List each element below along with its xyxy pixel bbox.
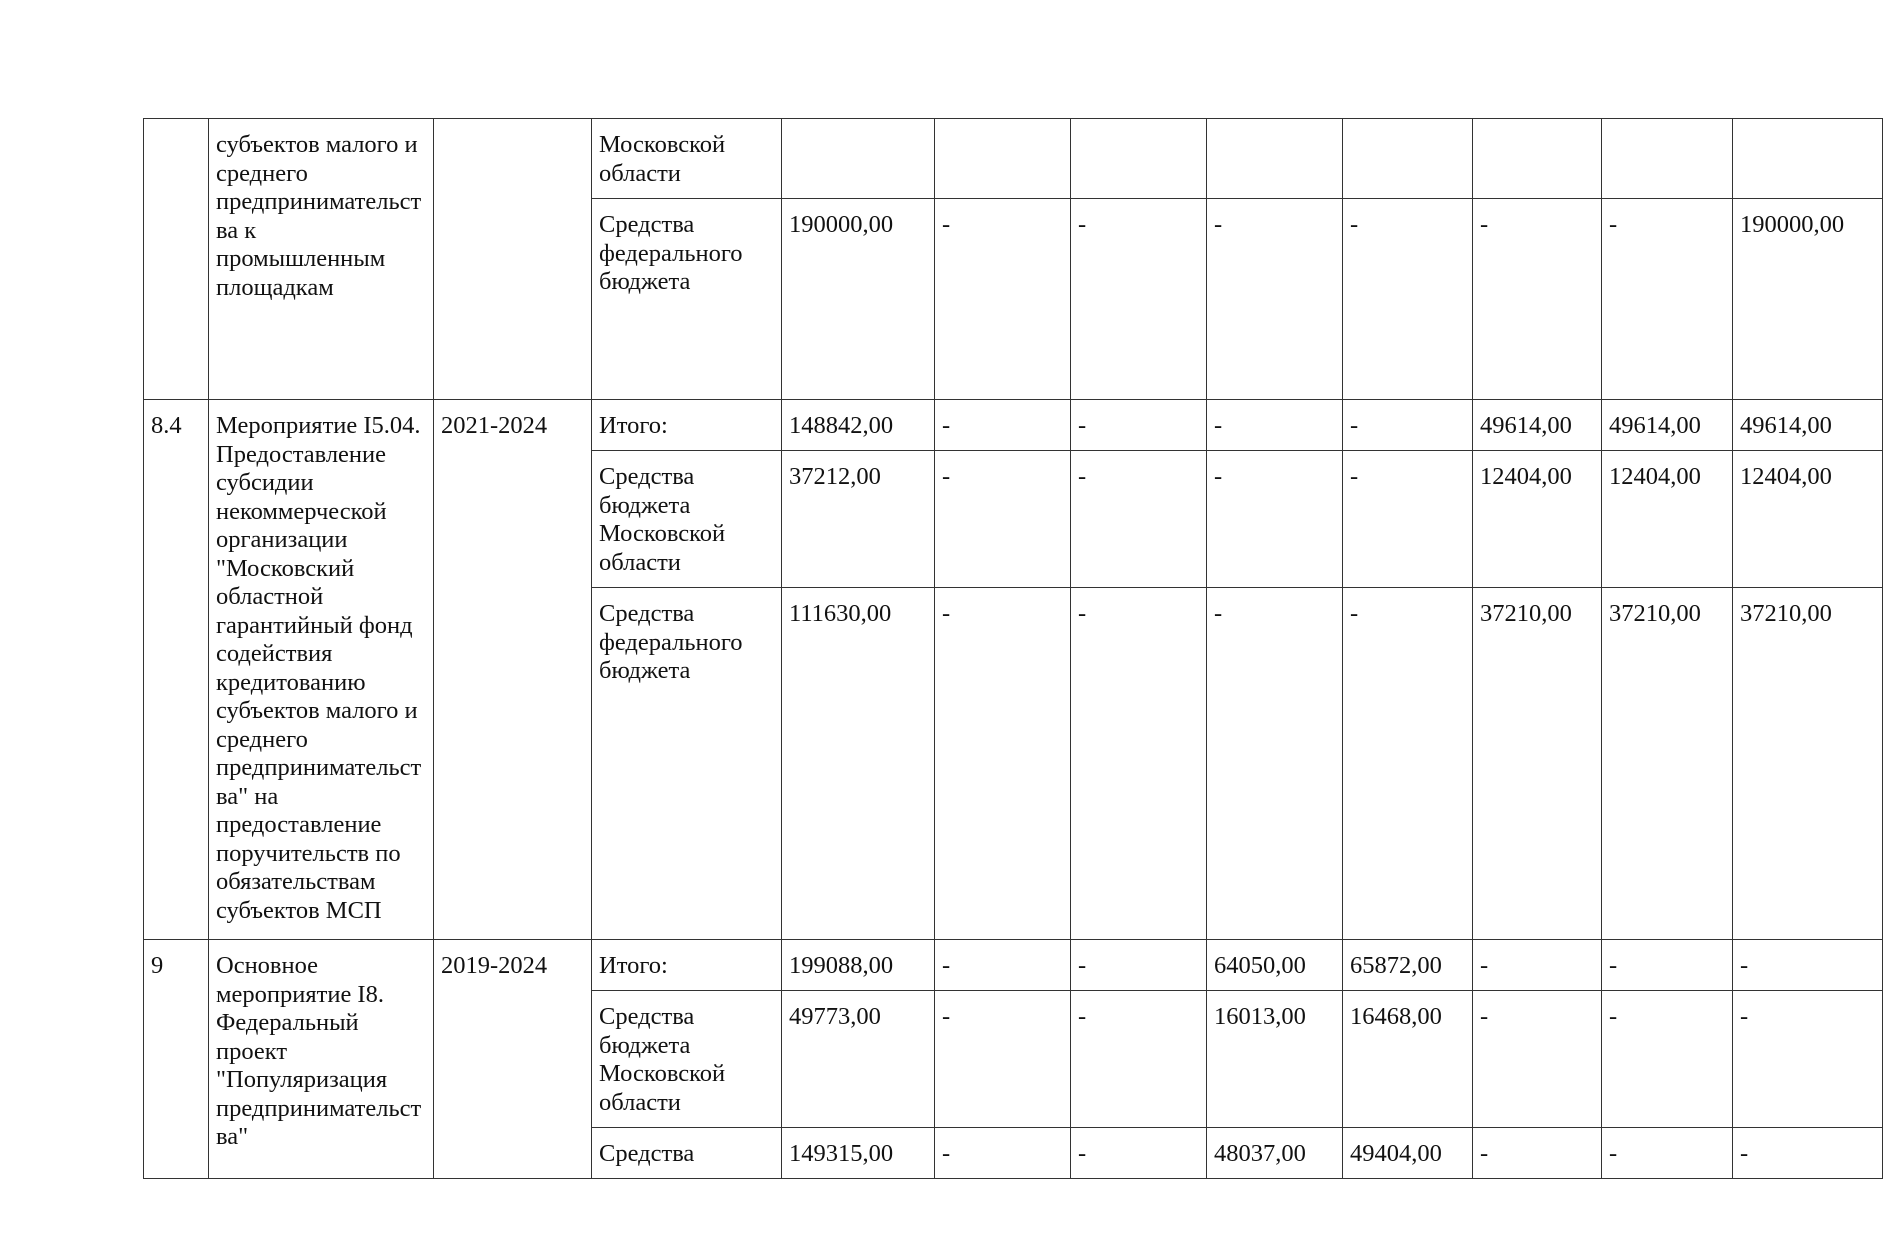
value-cell: - xyxy=(935,940,1071,991)
value-cell: 37210,00 xyxy=(1733,588,1883,940)
table-row xyxy=(144,400,1883,451)
value-cell: 199088,00 xyxy=(782,940,935,991)
value-cell xyxy=(1602,119,1733,199)
period-cell xyxy=(434,119,592,400)
value-cell: - xyxy=(935,199,1071,400)
value-cell: - xyxy=(1733,1128,1883,1179)
value-cell: - xyxy=(1071,1128,1207,1179)
value-cell: - xyxy=(1071,451,1207,588)
funding-source-cell: Итого: xyxy=(592,940,782,991)
value-cell: 48037,00 xyxy=(1207,1128,1343,1179)
table-body xyxy=(144,119,1883,1179)
value-cell: - xyxy=(935,1128,1071,1179)
value-cell: 49614,00 xyxy=(1602,400,1733,451)
description-cell: Мероприятие I5.04. Предоставление субсидии некоммерческой организации "Московский областной гарантийный фонд содействия кредитованию субъектов малого и среднего предпринимательства" на предоставление поручительств по обязательствам субъектов МСП xyxy=(209,400,434,940)
value-cell: - xyxy=(1343,451,1473,588)
funding-source-cell: Средства бюджета Московской области xyxy=(592,991,782,1128)
value-cell: 149315,00 xyxy=(782,1128,935,1179)
value-cell: 49614,00 xyxy=(1733,400,1883,451)
funding-source-cell: Средства бюджета Московской области xyxy=(592,451,782,588)
description-cell: Основное мероприятие I8. Федеральный проект "Популяризация предпринимательства" xyxy=(209,940,434,1179)
value-cell: - xyxy=(1602,991,1733,1128)
value-cell: 12404,00 xyxy=(1602,451,1733,588)
table-row xyxy=(144,940,1883,991)
value-cell: - xyxy=(1473,199,1602,400)
value-cell: - xyxy=(1071,991,1207,1128)
value-cell: - xyxy=(1207,400,1343,451)
value-cell: - xyxy=(1071,400,1207,451)
funding-source-cell: Средства xyxy=(592,1128,782,1179)
description-cell: субъектов малого и среднего предпринимательства к промышленным площадкам xyxy=(209,119,434,400)
value-cell: 16468,00 xyxy=(1343,991,1473,1128)
value-cell: - xyxy=(1343,588,1473,940)
value-cell: - xyxy=(1071,940,1207,991)
value-cell: - xyxy=(1071,199,1207,400)
value-cell: 49614,00 xyxy=(1473,400,1602,451)
value-cell: 190000,00 xyxy=(1733,199,1883,400)
value-cell: - xyxy=(1343,199,1473,400)
value-cell: - xyxy=(1343,400,1473,451)
funding-source-cell: Средства федерального бюджета xyxy=(592,588,782,940)
value-cell: - xyxy=(1207,451,1343,588)
value-cell: - xyxy=(935,588,1071,940)
value-cell: 12404,00 xyxy=(1733,451,1883,588)
value-cell: - xyxy=(1602,940,1733,991)
table-row xyxy=(144,119,1883,199)
row-number-cell: 9 xyxy=(144,940,209,1179)
value-cell: - xyxy=(1071,588,1207,940)
value-cell: 190000,00 xyxy=(782,199,935,400)
row-number-cell xyxy=(144,119,209,400)
financing-table xyxy=(143,118,1883,1179)
funding-source-cell: Итого: xyxy=(592,400,782,451)
row-number-cell: 8.4 xyxy=(144,400,209,940)
value-cell: - xyxy=(1473,1128,1602,1179)
value-cell: 37210,00 xyxy=(1473,588,1602,940)
value-cell: 37210,00 xyxy=(1602,588,1733,940)
value-cell: - xyxy=(935,400,1071,451)
value-cell: - xyxy=(1473,991,1602,1128)
value-cell: - xyxy=(1733,940,1883,991)
value-cell xyxy=(935,119,1071,199)
value-cell xyxy=(782,119,935,199)
value-cell: - xyxy=(935,991,1071,1128)
funding-source-cell: Средства федерального бюджета xyxy=(592,199,782,400)
value-cell: 111630,00 xyxy=(782,588,935,940)
value-cell: 16013,00 xyxy=(1207,991,1343,1128)
value-cell xyxy=(1207,119,1343,199)
value-cell: 37212,00 xyxy=(782,451,935,588)
value-cell: 64050,00 xyxy=(1207,940,1343,991)
value-cell: 65872,00 xyxy=(1343,940,1473,991)
value-cell xyxy=(1733,119,1883,199)
value-cell: - xyxy=(1602,199,1733,400)
value-cell: - xyxy=(1207,199,1343,400)
value-cell xyxy=(1473,119,1602,199)
value-cell: 148842,00 xyxy=(782,400,935,451)
value-cell: - xyxy=(935,451,1071,588)
value-cell xyxy=(1343,119,1473,199)
value-cell: 12404,00 xyxy=(1473,451,1602,588)
value-cell: - xyxy=(1207,588,1343,940)
value-cell: - xyxy=(1473,940,1602,991)
value-cell xyxy=(1071,119,1207,199)
funding-source-cell: Московской области xyxy=(592,119,782,199)
value-cell: - xyxy=(1602,1128,1733,1179)
value-cell: - xyxy=(1733,991,1883,1128)
value-cell: 49404,00 xyxy=(1343,1128,1473,1179)
value-cell: 49773,00 xyxy=(782,991,935,1128)
period-cell: 2021-2024 xyxy=(434,400,592,940)
period-cell: 2019-2024 xyxy=(434,940,592,1179)
